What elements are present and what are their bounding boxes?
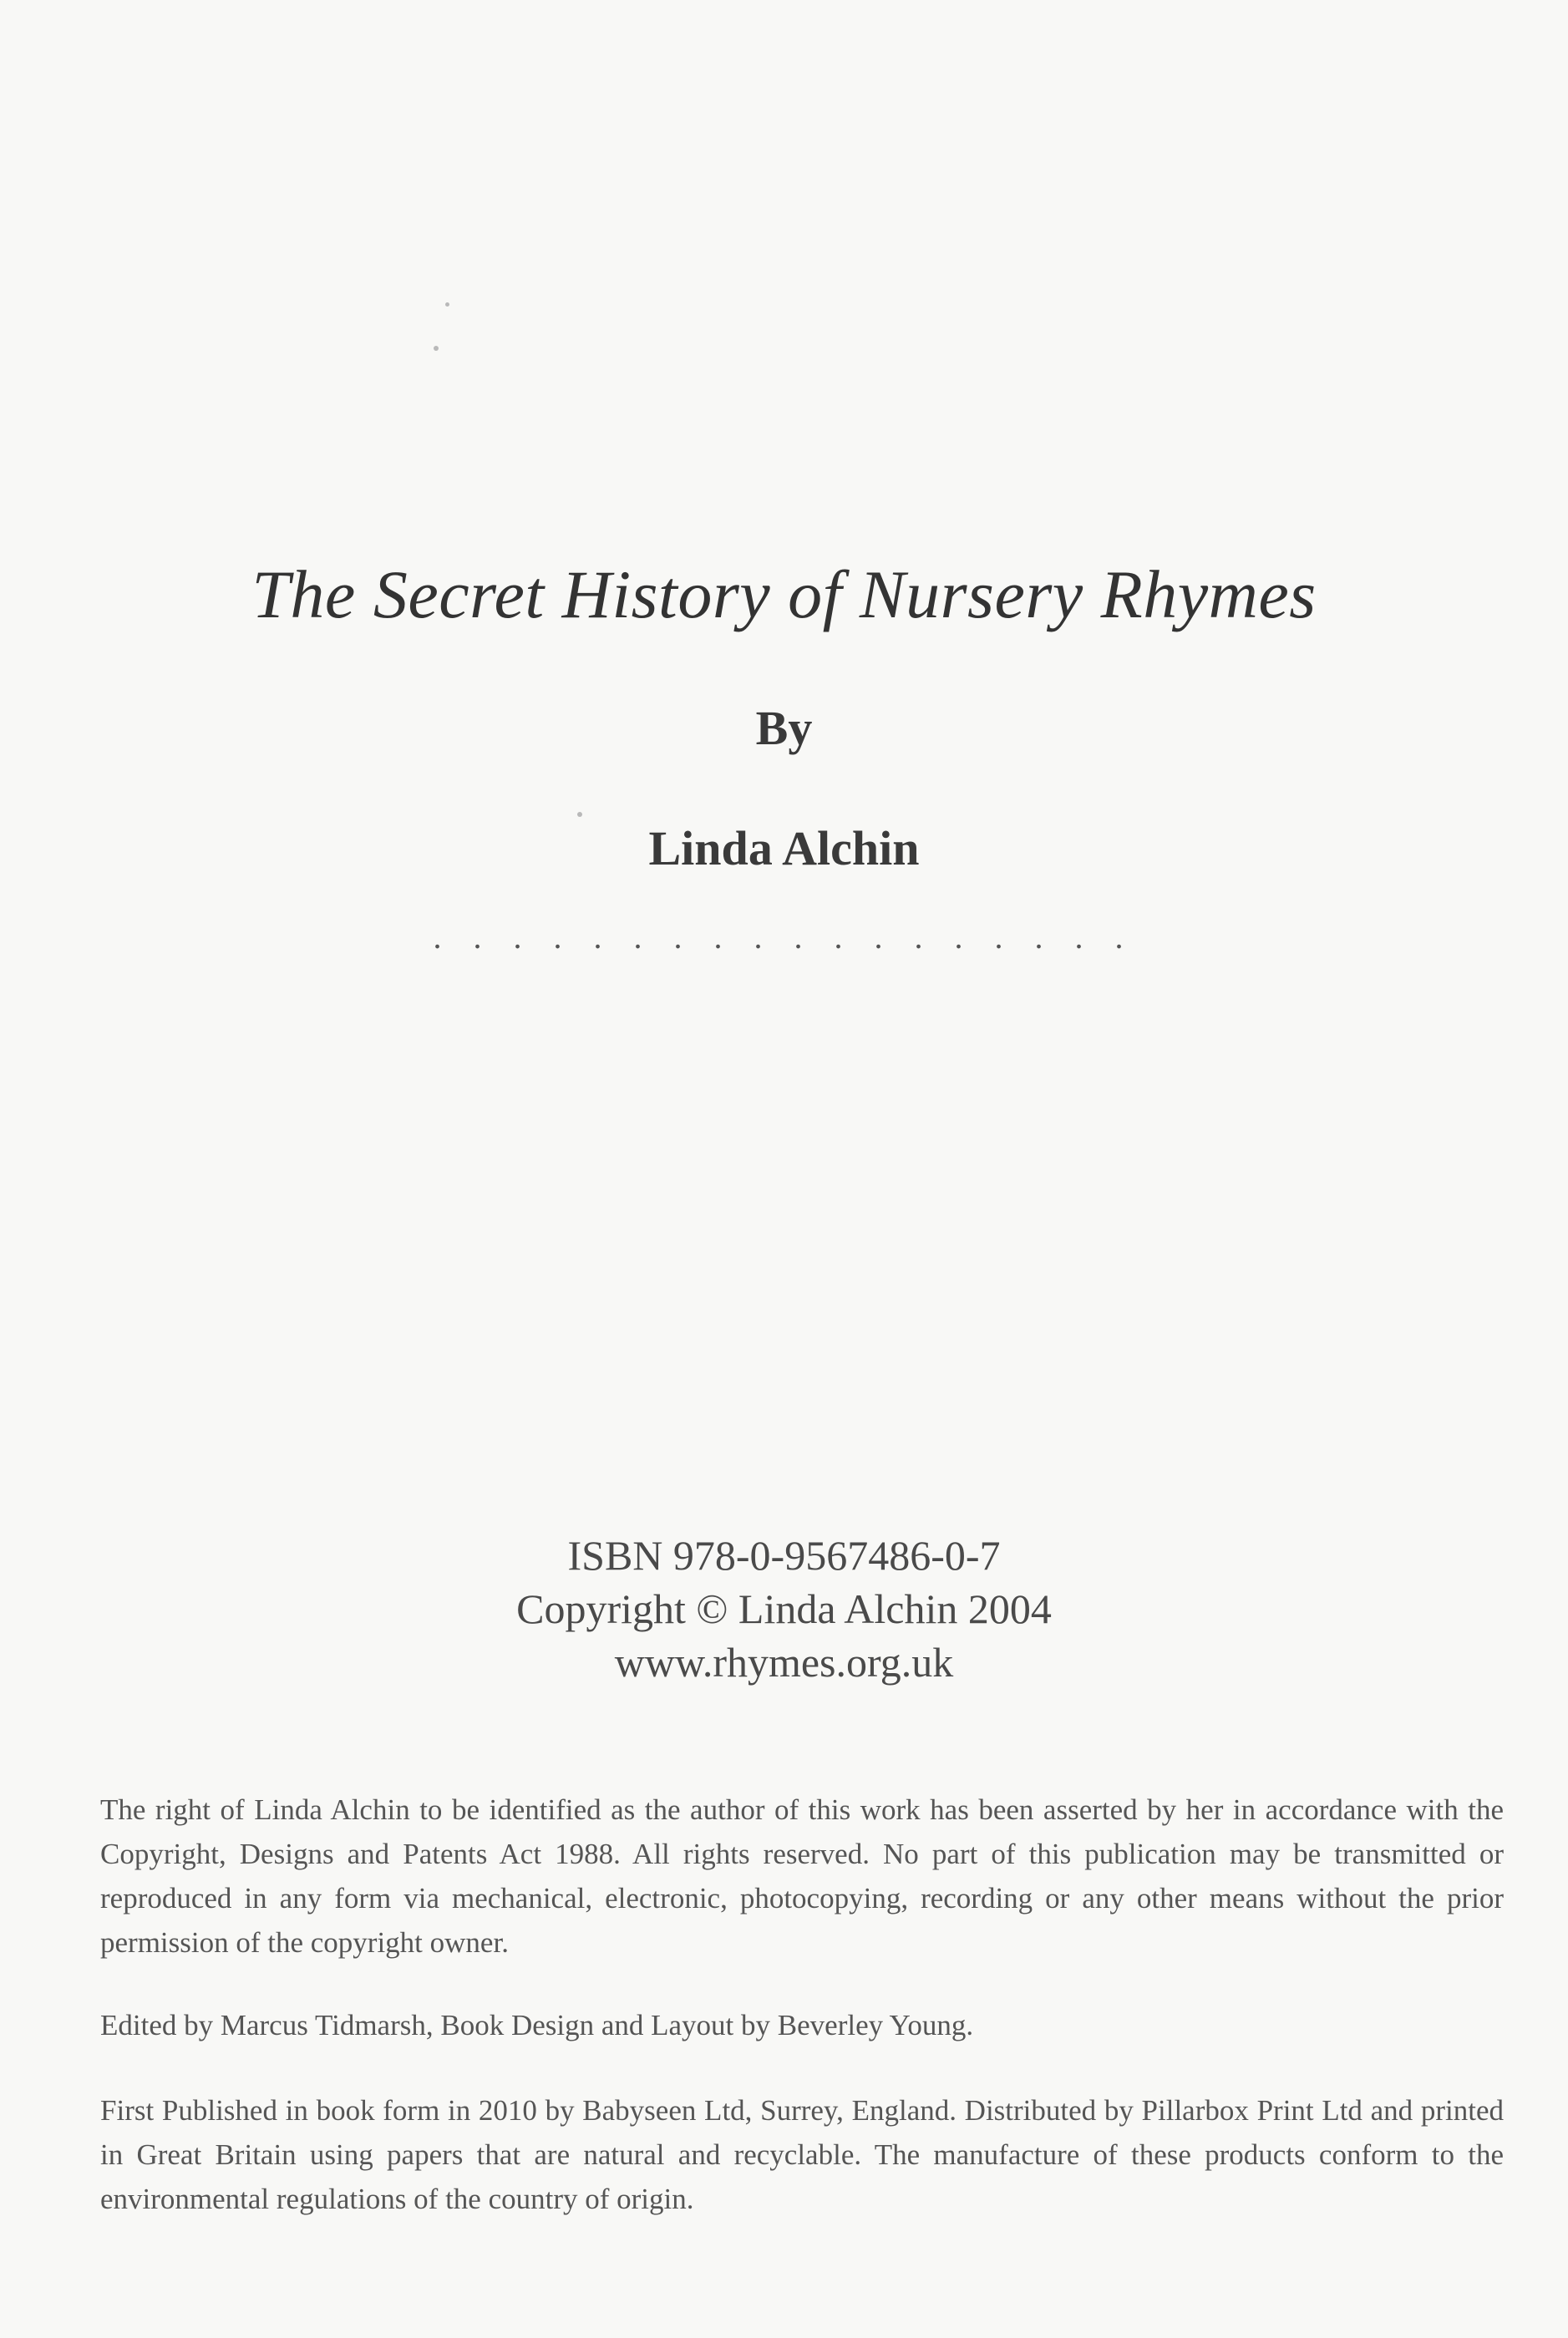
dotted-separator: . . . . . . . . . . . . . . . . . . bbox=[433, 918, 1135, 956]
rights-paragraph: The right of Linda Alchin to be identified as the author of this work has been asserted by her in accordance with the Copyright, Designs and Patents Act 1988. All rights reserved. No part of this publication may be transmitted or reproduced in any form via mechanical, electronic, photocopying, recording or any other means without the prior permission of the copyright owner. bbox=[100, 1793, 1504, 1959]
copyright-notice: Copyright © Linda Alchin 2004 bbox=[516, 1585, 1052, 1632]
isbn: ISBN 978-0-9567486-0-7 bbox=[567, 1532, 1001, 1579]
website-url: www.rhymes.org.uk bbox=[614, 1639, 954, 1686]
first-published-paragraph: First Published in book form in 2010 by Babyseen Ltd, Surrey, England. Distributed by Pillarbox Print Ltd and printed in Great Britain using papers that are natural and recyclable. The manufacture of these products conform to the environmental regulations of the country of origin. bbox=[100, 2094, 1504, 2215]
paper-speck bbox=[445, 302, 449, 307]
paper-speck bbox=[577, 812, 582, 817]
paper-speck bbox=[434, 346, 439, 351]
author-name: Linda Alchin bbox=[648, 821, 920, 875]
by-line: By bbox=[755, 701, 813, 755]
book-title: The Secret History of Nursery Rhymes bbox=[251, 556, 1317, 632]
publication-info bbox=[0, 1529, 1568, 1689]
edited-by-paragraph: Edited by Marcus Tidmarsh, Book Design and Layout by Beverley Young. bbox=[100, 2009, 974, 2041]
